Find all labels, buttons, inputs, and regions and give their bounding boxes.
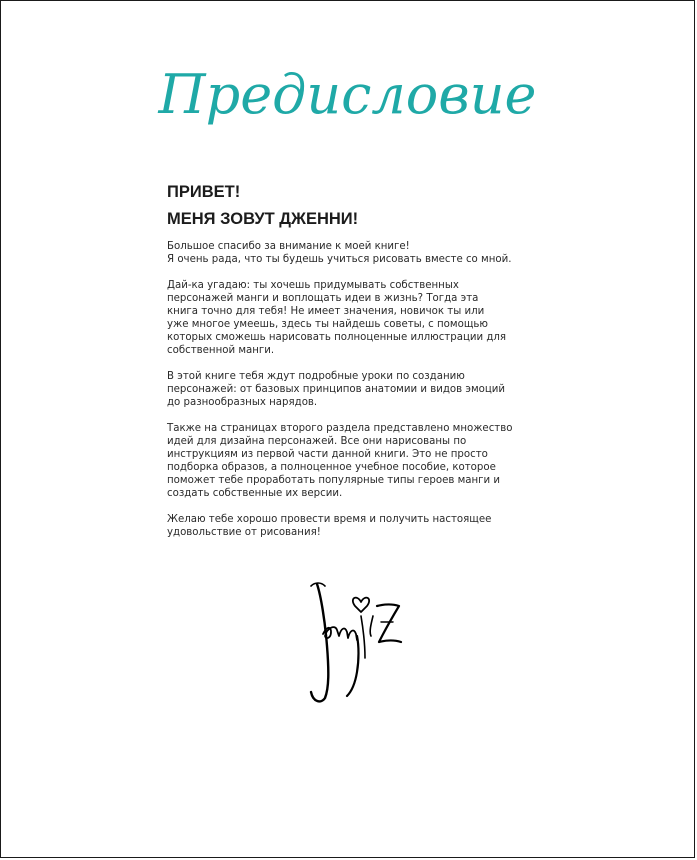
paragraph-4	[167, 422, 547, 500]
text-line: поможет тебе проработать популярные типы героев манги и	[167, 475, 501, 486]
signature-icon	[301, 576, 411, 706]
text-line: В этой книге тебя ждут подробные уроки по созданию	[167, 371, 465, 382]
text-line: инструкциям из первой части данной книги. Это не просто	[167, 449, 488, 460]
text-line: подборка образов, а полноценное учебное пособие, которое	[167, 462, 496, 473]
text-line: персонажей: от базовых принципов анатомии и видов эмоций	[167, 384, 506, 395]
text-line: Желаю тебе хорошо провести время и получить настоящее	[167, 514, 492, 525]
text-line: книга точно для тебя! Не имеет значения, новичок ты или	[167, 306, 485, 317]
text-line: до разнообразных нарядов.	[167, 397, 318, 408]
paragraph-2	[167, 279, 547, 357]
foreword-body	[167, 240, 547, 552]
text-line: идей для дизайна персонажей. Все они нарисованы по	[167, 436, 467, 447]
text-line: создать собственные их версии.	[167, 488, 343, 499]
text-line: Дай-ка угадаю: ты хочешь придумывать собственных	[167, 280, 459, 291]
text-line: удовольствие от рисования!	[167, 527, 321, 538]
text-line: Большое спасибо за внимание к моей книге!	[167, 241, 410, 252]
paragraph-1	[167, 240, 547, 266]
text-line: уже многое умеешь, здесь ты найдешь советы, с помощью	[167, 319, 489, 330]
paragraph-3	[167, 370, 547, 409]
text-line: собственной манги.	[167, 345, 275, 356]
text-line: Я очень рада, что ты будешь учиться рисовать вместе со мной.	[167, 254, 512, 265]
greeting-line-1: ПРИВЕТ!	[167, 183, 241, 201]
greeting-line-2: МЕНЯ ЗОВУТ ДЖЕННИ!	[167, 210, 359, 228]
paragraph-5	[167, 513, 547, 539]
text-line: которых сможешь нарисовать полноценные иллюстрации для	[167, 332, 507, 343]
greeting-heading	[167, 179, 358, 233]
text-line: Также на страницах второго раздела представлено множество	[167, 423, 513, 434]
text-line: персонажей манги и воплощать идеи в жизнь? Тогда эта	[167, 293, 479, 304]
page-title: Предисловие	[158, 63, 537, 126]
